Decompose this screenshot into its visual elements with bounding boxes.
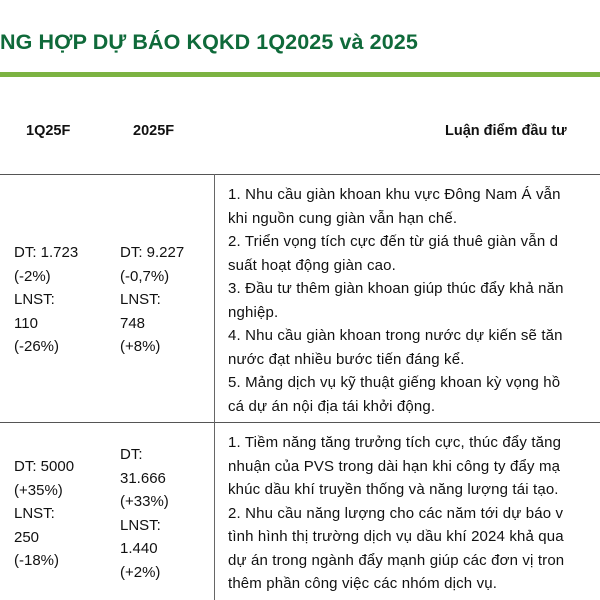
row-2-investment-thesis: 1. Tiềm năng tăng trưởng tích cực, thúc đẩy tăng nhuận của PVS trong dài hạn khi công ty đẩy mạ khúc dầu khí truyền thống và năng lượng tái tạo. 2. Nhu cầu năng lượng cho các năm tới dự báo v tình hình thị trường dịch vụ dầu khí 2024 khả qua dự án trong ngành đẩy mạnh giúp các đơn vị tron thêm phần công việc các nhóm dịch vụ.: [228, 434, 565, 592]
row-1-1q25f-forecast: DT: 1.723 (-2%) LNST: 110 (-26%): [14, 244, 79, 355]
row-2-1q25f-forecast: DT: 5000 (+35%) LNST: 250 (-18%): [14, 458, 75, 569]
title-underline: [0, 72, 600, 77]
row-1-2025f-forecast: DT: 9.227 (-0,7%) LNST: 748 (+8%): [120, 244, 185, 355]
header-1q25f: 1Q25F: [26, 123, 71, 139]
table-column-divider: [214, 174, 215, 600]
table-header-divider: [0, 174, 600, 175]
row-2-2025f-forecast: DT: 31.666 (+33%) LNST: 1.440 (+2%): [120, 446, 169, 581]
header-investment-thesis: Luận điểm đầu tư: [445, 123, 567, 139]
header-2025f: 2025F: [133, 123, 175, 139]
table-row-divider: [0, 422, 600, 423]
page-title: NG HỢP DỰ BÁO KQKD 1Q2025 và 2025: [0, 30, 418, 54]
row-1-investment-thesis: 1. Nhu cầu giàn khoan khu vực Đông Nam Á vẫn khi nguồn cung giàn vẫn hạn chế. 2. Triển vọng tích cực đến từ giá thuê giàn vẫn d suất hoạt động giàn cao. 3. Đầu tư thêm giàn khoan giúp thúc đẩy khả năn nghiệp. 4. Nhu cầu giàn khoan trong nước dự kiến sẽ tăn nước đạt nhiều bước tiến đáng kể. 5. Mảng dịch vụ kỹ thuật giếng khoan kỳ vọng hồ cá dự án nội địa tái khởi động.: [228, 186, 564, 415]
